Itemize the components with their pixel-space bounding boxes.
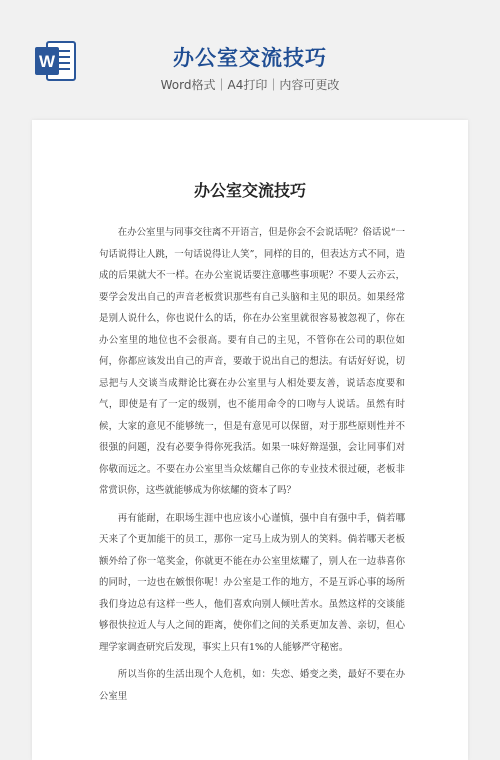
document-title: 办公室交流技巧: [193, 181, 306, 200]
paragraph-1: 在办公室里与同事交往离不开语言，但是你会不会说话呢？俗话说“一句话说得让人跳，一句话说得让人笑”，同样的目的，但表达方式不同，造成的后果就大不一样。在办公室说话要注意哪些事项呢？不要人云亦云，要学会发出自己的声音老板赏识那些有自己头脑和主见的职员。如果经常是别人说什么，你也说什么的话，你在办公室里就很容易被忽视了，你在办公室里的地位也不会很高。要有自己的主见，不管你在公司的职位如何，你都应该发出自己的声音，要敢于说出自己的想法。有话好好说，切忌把与人交谈当成辩论比赛在办公室里与人相处要友善，说话态度要和气，即使是有了一定的级别，也不能用命令的口吻与人说话。虽然有时候，大家的意见不能够统一，但是有意见可以保留，对于那些原则性并不很强的问题，没有必要争得你死我活。如果一味好辩逞强，会让同事们对你敬而远之。不要在办公室里当众炫耀自己你的专业技术很过硬，老板非常赏识你，这些就能够成为你炫耀的资本了吗？: [99, 227, 405, 496]
paragraph-2: 再有能耐，在职场生涯中也应该小心谨慎，强中自有强中手，倘若哪天来了个更加能干的员工，那你一定马上成为别人的笑料。倘若哪天老板额外给了你一笔奖金，你就更不能在办公室里炫耀了，别人在一边恭喜你的同时，一边也在嫉恨你呢！办公室是工作的地方，不是互诉心事的场所我们身边总有这样一些人，他们喜欢向别人倾吐苦水。虽然这样的交谈能够很快拉近人与人之间的距离，使你们之间的关系更加友善、亲切，但心理学家调查研究后发现，事实上只有1%的人能够严守秘密。: [99, 512, 405, 653]
page-subtitle: Word格式｜A4打印｜内容可更改: [160, 78, 340, 92]
word-icon-letter: W: [38, 52, 56, 71]
document-body: [99, 222, 405, 713]
word-document-icon: [33, 38, 79, 84]
paragraph-3: 所以当你的生活出现个人危机，如：失恋、婚变之类，最好不要在办公室里: [99, 669, 405, 702]
page-header: [0, 0, 500, 110]
document-page: [32, 120, 468, 760]
page-title: 办公室交流技巧: [173, 46, 327, 70]
